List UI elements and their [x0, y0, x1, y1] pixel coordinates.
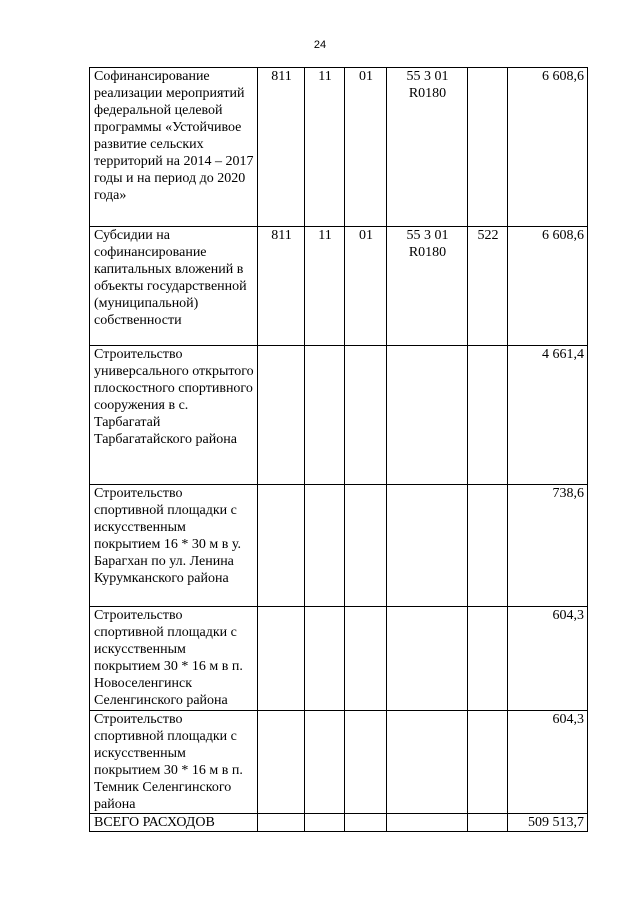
amount-cell: 6 608,6 — [508, 227, 588, 346]
ministry-code-cell: 811 — [258, 68, 305, 227]
table-row — [90, 711, 588, 814]
target-article-cell — [387, 485, 468, 607]
row-name-cell: Строительство спортивной площадки с искусственным покрытием 16 * 30 м в у. Барагхан по ул. Ленина Курумканского района — [90, 485, 258, 607]
amount-cell: 738,6 — [508, 485, 588, 607]
amount-cell: 604,3 — [508, 711, 588, 814]
subsection-code-cell — [345, 607, 387, 711]
target-article-cell — [387, 711, 468, 814]
expense-type-cell — [468, 814, 508, 832]
subsection-code-cell — [345, 485, 387, 607]
target-article-cell: 55 3 01 R0180 — [387, 68, 468, 227]
page-number: 24 — [313, 39, 327, 51]
subsection-code-cell: 01 — [345, 227, 387, 346]
row-name-cell: Строительство спортивной площадки с искусственным покрытием 30 * 16 м в п. Новоселенгинск Селенгинского района — [90, 607, 258, 711]
section-code-cell: 11 — [305, 68, 345, 227]
expense-type-cell — [468, 485, 508, 607]
ministry-code-cell — [258, 814, 305, 832]
subsection-code-cell — [345, 814, 387, 832]
table-row — [90, 346, 588, 485]
total-label-cell: ВСЕГО РАСХОДОВ — [90, 814, 258, 832]
ministry-code-cell — [258, 485, 305, 607]
expense-type-cell — [468, 346, 508, 485]
ministry-code-cell — [258, 346, 305, 485]
total-row — [90, 814, 588, 832]
ministry-code-cell — [258, 711, 305, 814]
expense-type-cell — [468, 711, 508, 814]
section-code-cell — [305, 485, 345, 607]
section-code-cell — [305, 607, 345, 711]
total-amount-cell: 509 513,7 — [508, 814, 588, 832]
row-name-cell: Строительство спортивной площадки с искусственным покрытием 30 * 16 м в п. Темник Селенгинского района — [90, 711, 258, 814]
expense-type-cell — [468, 607, 508, 711]
table-row — [90, 68, 588, 227]
amount-cell: 4 661,4 — [508, 346, 588, 485]
target-article-cell: 55 3 01 R0180 — [387, 227, 468, 346]
target-article-cell — [387, 346, 468, 485]
table-row — [90, 227, 588, 346]
target-article-cell — [387, 814, 468, 832]
section-code-cell: 11 — [305, 227, 345, 346]
table-row — [90, 607, 588, 711]
row-name-cell: Субсидии на софинансирование капитальных вложений в объекты государственной (муниципальной) собственности — [90, 227, 258, 346]
subsection-code-cell — [345, 711, 387, 814]
expense-type-cell: 522 — [468, 227, 508, 346]
ministry-code-cell: 811 — [258, 227, 305, 346]
section-code-cell — [305, 814, 345, 832]
section-code-cell — [305, 711, 345, 814]
table-row — [90, 485, 588, 607]
section-code-cell — [305, 346, 345, 485]
ministry-code-cell — [258, 607, 305, 711]
amount-cell: 6 608,6 — [508, 68, 588, 227]
expense-type-cell — [468, 68, 508, 227]
subsection-code-cell: 01 — [345, 68, 387, 227]
subsection-code-cell — [345, 346, 387, 485]
expenditure-table — [89, 67, 588, 832]
target-article-cell — [387, 607, 468, 711]
row-name-cell: Софинансирование реализации мероприятий федеральной целевой программы «Устойчивое развитие сельских территорий на 2014 – 2017 годы и на период до 2020 года» — [90, 68, 258, 227]
amount-cell: 604,3 — [508, 607, 588, 711]
row-name-cell: Строительство универсального открытого плоскостного спортивного сооружения в с. Тарбагатай Тарбагатайского района — [90, 346, 258, 485]
